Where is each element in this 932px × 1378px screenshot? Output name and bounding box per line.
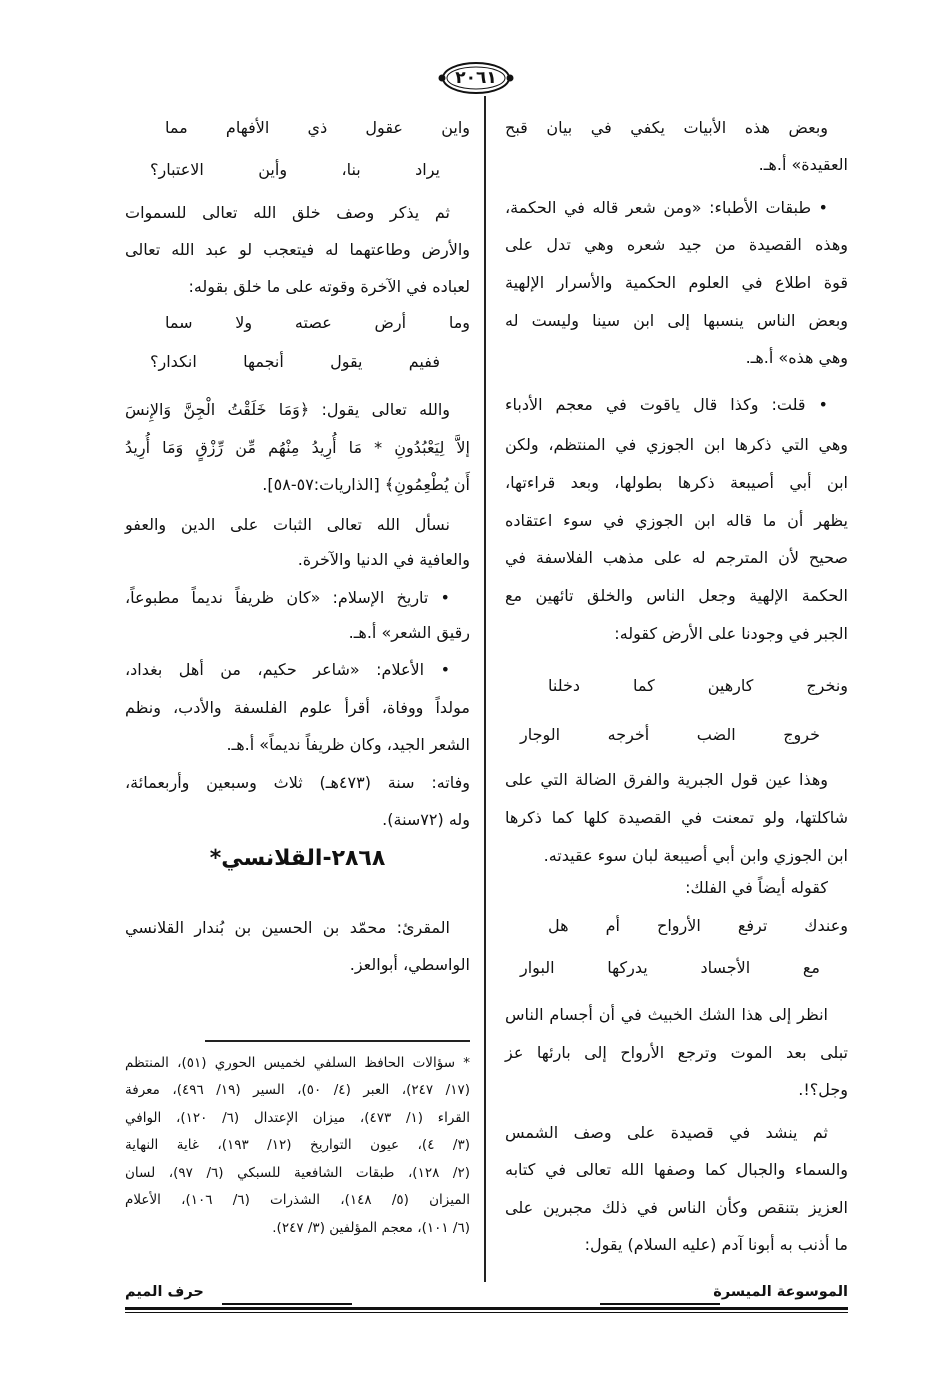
text-line: لعباده في الآخرة وقوته على ما خلق بقوله: <box>188 277 470 296</box>
text-line: ابن الجوزي وابن أبي أصيبعة لبان سوء عقيدته. <box>543 846 848 865</box>
verse-line: مع الأجساد يدركها البوار <box>520 958 820 977</box>
text-line: والعافية في الدنيا والآخرة. <box>297 550 470 569</box>
text-line: وبعض الناس ينسبها إلى ابن سينا وليست له <box>505 311 848 330</box>
text-line: • الأعلام: «شاعر حكيم، من أهل بغداد، <box>125 660 450 679</box>
entry-heading: ٢٨٦٨-القلانسي* <box>209 846 386 871</box>
footnote-line: * سؤالات الحافظ السلفي لخميس الحوري (٥١)، المنتظم <box>125 1055 471 1071</box>
footnote-separator <box>205 1040 470 1042</box>
text-line: ثم يذكر وصف خلق الله تعالى للسموات <box>125 203 450 222</box>
text-line: قوة اطلاع في العلوم الحكمية والأسرار الإلهية <box>505 273 848 292</box>
verse-line: ونخرج كارهين كما دخلنا <box>548 676 848 695</box>
text-line: وجل؟!. <box>798 1080 848 1099</box>
footer-section: حرف الميم <box>125 1284 204 1300</box>
text-line: شاكلتها، ولو تمعنت في القصيدة كلها كما ذكرها <box>505 808 848 827</box>
text-line: صحيح لأن المترجم له على مذهب الفلاسفة في <box>505 548 848 567</box>
footnote-line: (٦/ ١٠١)، معجم المؤلفين (٣/ ٢٤٧). <box>272 1220 470 1236</box>
text-line: الواسطي، أبوالعز. <box>349 955 470 974</box>
text-line: وله (٧٢سنة). <box>382 810 470 829</box>
page-number-ornament <box>438 60 514 96</box>
text-line: وهي التي ذكرها ابن الجوزي في المنتظم، ولكن <box>505 435 848 454</box>
text-line: ما أذنب به أبونا آدم (عليه السلام) يقول: <box>584 1235 848 1254</box>
text-line: تبلى بعد الموت وترجع الأرواح إلى بارئها عز <box>505 1043 848 1062</box>
verse-line: خروج الضب أخرجه الوجار <box>520 725 820 744</box>
text-line: ثم ينشد في قصيدة على وصف الشمس <box>505 1123 828 1142</box>
verse-line: وعندك ترفع الأرواح أم هل <box>548 916 848 935</box>
text-line: وبعض هذه الأبيات يكفي في بيان قبح <box>505 118 828 137</box>
quran-line: إلاَّ لِيَعْبُدُونِ * مَا أُرِيدُ مِنْهُم مِّن رِّزْقٍ وَمَا أُرِيدُ <box>125 438 470 457</box>
verse-line: وما أرض عصته ولا سما <box>165 313 470 332</box>
footer-title-underline <box>600 1303 720 1305</box>
text-line: وهذه القصيدة من جيد شعره وهي تدل على <box>505 235 848 254</box>
text-line: العزيز بتنقص وكأن الناس في ذلك مجبرين على <box>505 1198 848 1217</box>
text-line: والسماء والجبال كما وصفها الله تعالى في كتابه <box>505 1160 848 1179</box>
text-line: الحكمة الإلهية وجعل الناس والخلق تائهين مع <box>505 586 848 605</box>
footnote-line: (١٧/ ٢٤٧)، العبر (٤/ ٥٠)، السير (١٩/ ٤٩٦)، معرفة <box>125 1082 470 1098</box>
text-line: الجبر في وجودنا على الأرض كقوله: <box>614 624 848 643</box>
text-line: وهي هذه» أ.هـ. <box>745 348 848 367</box>
footer-section-underline <box>222 1303 352 1305</box>
text-line: والأرض وطاعتهما له فيتعجب لو عبد الله تعالى <box>125 240 470 259</box>
text-line: نسأل الله تعالى الثبات على الدين والعفو <box>125 515 450 534</box>
text-line: • قلت: وكذا قال ياقوت في معجم الأدباء <box>505 395 828 414</box>
footnote-line: (٣/ ٤)، عيون التواريخ (١٢/ ١٩٣)، غاية النهاية <box>125 1137 471 1153</box>
text-line: يظهر أن ما قاله ابن الجوزي في سوء اعتقاده <box>505 511 848 530</box>
text-line: ابن أبي أصيبعة ذكرها بطولها، وبعد قراءتها، <box>505 473 848 492</box>
footnote-line: القراء (١/ ٤٧٣)، ميزان الإعتدال (٦/ ١٢٠)، الوافي <box>125 1110 470 1126</box>
verse-line: ففيم يقول أنجمها انكدار؟ <box>150 352 440 371</box>
text-line: رقيق الشعر» أ.هـ. <box>348 623 470 642</box>
text-line: المقرئ: محمّد بن الحسين بن بُندار القلانسي <box>125 918 450 937</box>
text-line: العقيدة» أ.هـ. <box>758 155 848 174</box>
quran-line: والله تعالى يقول: ﴿وَمَا خَلَقْتُ الْجِنَّ وَالإِنسَ <box>125 400 450 419</box>
quran-line: أَن يُطْعِمُونِ﴾ [الذاريات:٥٧-٥٨]. <box>262 475 470 494</box>
text-line: كقوله أيضاً في الفلك: <box>685 878 828 897</box>
footer-book-title: الموسوعة الميسرة <box>709 1284 848 1300</box>
footnote-line: (٢/ ١٢٨)، طبقات الشافعية للسبكي (٦/ ٩٧)، لسان <box>125 1165 470 1181</box>
page-number: ٢٠٦١ <box>455 68 497 88</box>
text-line: مولداً ووفاة، أقرأ علوم الفلسفة والأدب، ونظم <box>125 698 470 717</box>
text-line: • طبقات الأطباء: «ومن شعر قاله في الحكمة، <box>505 198 828 217</box>
text-line: وهذا عين قول الجبرية والفرق الضالة التي على <box>505 770 828 789</box>
column-divider <box>484 96 486 1282</box>
footnote-line: الميزان (٥/ ١٤٨)، الشذرات (٦/ ١٠٦)، الأعلام <box>125 1192 470 1208</box>
footer-rule <box>125 1307 848 1310</box>
text-line: وفاته: سنة (٤٧٣هـ) ثلاث وسبعين وأربعمائة، <box>125 773 471 792</box>
verse-line: يراد بنا، وأين الاعتبار؟ <box>150 160 440 179</box>
verse-line: واين عقول ذي الأفهام مما <box>165 118 470 137</box>
footer-rule-thin <box>125 1312 848 1313</box>
text-line: انظر إلى هذا الشك الخبيث في أن أجسام الناس <box>505 1005 828 1024</box>
text-line: • تاريخ الإسلام: «كان ظريفاً نديماً مطبوعاً، <box>125 588 450 607</box>
text-line: الشعر الجيد، وكان ظريفاً نديماً» أ.هـ. <box>226 735 470 754</box>
